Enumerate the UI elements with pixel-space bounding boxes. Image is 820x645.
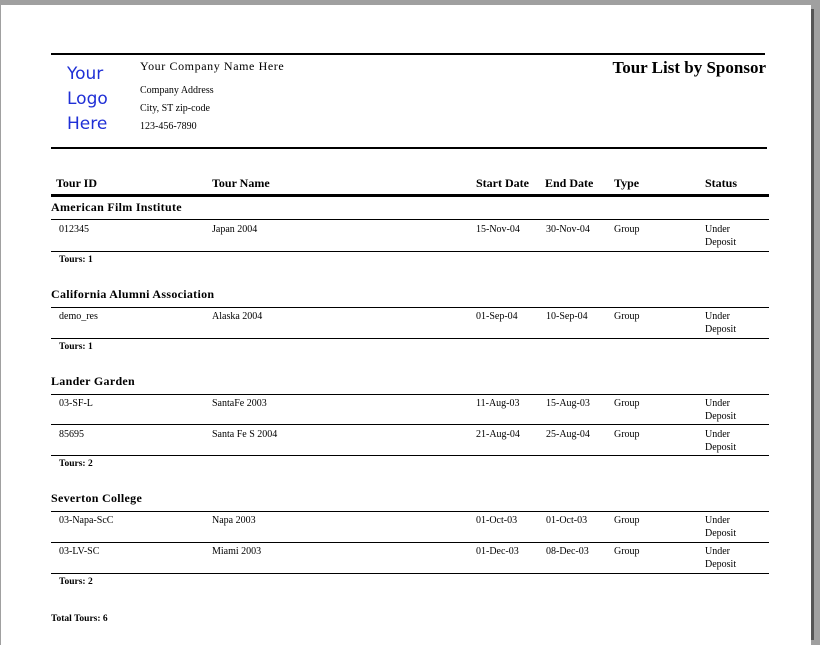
- row-rule: [51, 307, 769, 308]
- sponsor-heading: Lander Garden: [51, 374, 136, 388]
- column-header-start-date: Start Date: [476, 176, 529, 190]
- cell-type: Group: [614, 311, 640, 322]
- cell-type: Group: [614, 515, 640, 526]
- group-total: Tours: 2: [59, 577, 93, 587]
- row-rule: [51, 394, 769, 395]
- row-rule: [51, 573, 769, 574]
- sponsor-heading: American Film Institute: [51, 200, 182, 214]
- cell-type: Group: [614, 398, 640, 409]
- cell-status: Under Deposit: [705, 224, 737, 248]
- cell-tour-id: 03-Napa-ScC: [59, 515, 114, 526]
- cell-start-date: 15-Nov-04: [476, 224, 520, 235]
- column-header-type: Type: [614, 176, 640, 190]
- logo-line: Logo: [67, 89, 108, 109]
- cell-end-date: 30-Nov-04: [546, 224, 590, 235]
- cell-status: Under Deposit: [705, 546, 737, 570]
- company-address: Company Address: [140, 85, 214, 96]
- report-page: [1, 5, 811, 645]
- report-title: Tour List by Sponsor: [612, 58, 766, 77]
- logo: [67, 62, 108, 137]
- company-phone: 123-456-7890: [140, 121, 197, 132]
- cell-start-date: 01-Oct-03: [476, 515, 518, 526]
- cell-start-date: 21-Aug-04: [476, 429, 520, 440]
- cell-status: Under Deposit: [705, 311, 737, 335]
- column-header-end-date: End Date: [545, 176, 594, 190]
- cell-end-date: 25-Aug-04: [546, 429, 590, 440]
- cell-end-date: 15-Aug-03: [546, 398, 590, 409]
- row-rule: [51, 424, 769, 425]
- row-rule: [51, 511, 769, 512]
- company-name: Your Company Name Here: [140, 59, 285, 73]
- header-bottom-rule: [51, 147, 767, 149]
- cell-type: Group: [614, 546, 640, 557]
- header-top-rule: [51, 53, 765, 55]
- column-header-tour-id: Tour ID: [56, 176, 98, 190]
- column-header-rule: [51, 194, 769, 197]
- cell-tour-name: Miami 2003: [212, 546, 262, 557]
- cell-tour-id: 03-SF-L: [59, 398, 93, 409]
- row-rule: [51, 455, 769, 456]
- cell-tour-name: Napa 2003: [212, 515, 256, 526]
- cell-start-date: 11-Aug-03: [476, 398, 520, 409]
- cell-end-date: 01-Oct-03: [546, 515, 588, 526]
- cell-start-date: 01-Sep-04: [476, 311, 518, 322]
- cell-tour-id: 85695: [59, 429, 84, 440]
- cell-end-date: 08-Dec-03: [546, 546, 589, 557]
- cell-tour-name: SantaFe 2003: [212, 398, 267, 409]
- company-city: City, ST zip-code: [140, 103, 210, 114]
- column-header-status: Status: [705, 176, 738, 190]
- grand-total: Total Tours: 6: [51, 614, 108, 624]
- cell-status: Under Deposit: [705, 515, 737, 539]
- cell-tour-id: 012345: [59, 224, 89, 235]
- row-rule: [51, 219, 769, 220]
- cell-tour-id: demo_res: [59, 311, 98, 322]
- sponsor-heading: Severton College: [51, 491, 143, 505]
- row-rule: [51, 251, 769, 252]
- logo-line: Here: [67, 114, 108, 134]
- cell-tour-name: Alaska 2004: [212, 311, 263, 322]
- group-total: Tours: 1: [59, 255, 93, 265]
- cell-end-date: 10-Sep-04: [546, 311, 588, 322]
- cell-status: Under Deposit: [705, 398, 737, 422]
- column-header-tour-name: Tour Name: [212, 176, 270, 190]
- cell-status: Under Deposit: [705, 429, 737, 453]
- cell-type: Group: [614, 429, 640, 440]
- cell-tour-id: 03-LV-SC: [59, 546, 100, 557]
- cell-tour-name: Japan 2004: [212, 224, 258, 235]
- cell-tour-name: Santa Fe S 2004: [212, 429, 278, 440]
- cell-start-date: 01-Dec-03: [476, 546, 519, 557]
- group-total: Tours: 2: [59, 459, 93, 469]
- logo-line: Your: [67, 64, 104, 84]
- group-total: Tours: 1: [59, 342, 93, 352]
- sponsor-heading: California Alumni Association: [51, 287, 215, 301]
- row-rule: [51, 338, 769, 339]
- row-rule: [51, 542, 769, 543]
- cell-type: Group: [614, 224, 640, 235]
- page-shadow: [811, 9, 814, 640]
